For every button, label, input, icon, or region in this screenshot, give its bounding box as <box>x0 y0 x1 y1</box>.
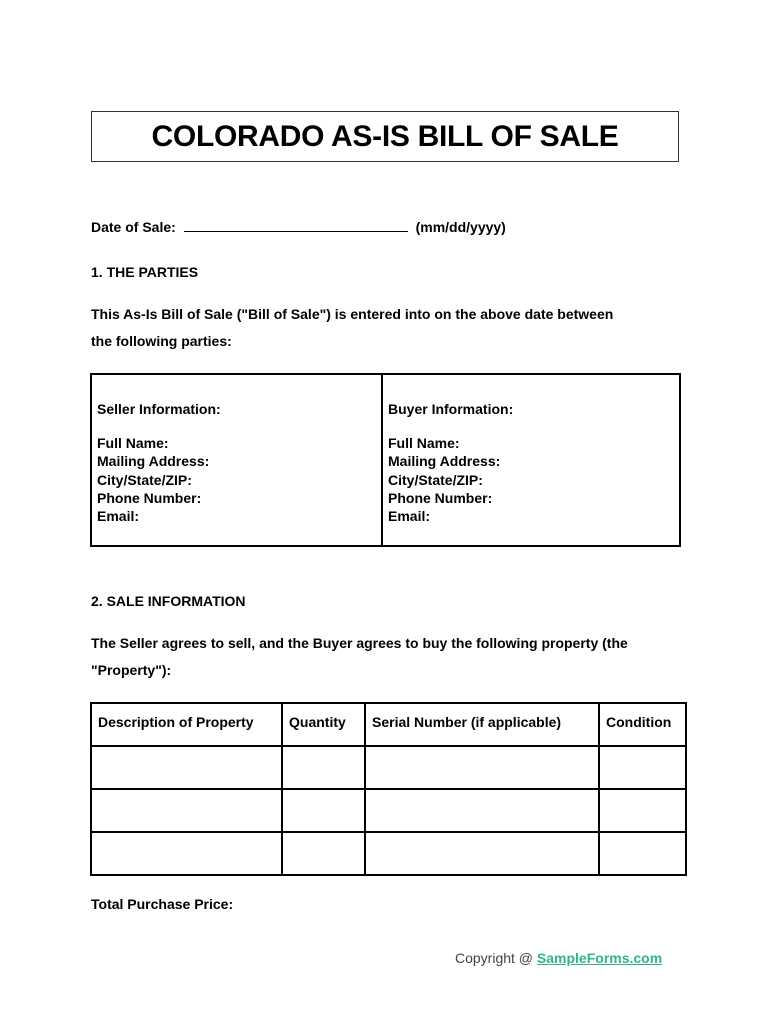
seller-info-heading: Seller Information: <box>97 401 221 417</box>
table-row <box>91 789 686 832</box>
seller-city-state-zip-label: City/State/ZIP: <box>97 471 192 488</box>
seller-email-label: Email: <box>97 508 140 525</box>
description-cell[interactable] <box>91 789 282 832</box>
brand-link[interactable]: SampleForms.com <box>536 950 663 966</box>
sale-intro-line-2: "Property"): <box>91 662 172 678</box>
section-heading-sale-information: 2. SALE INFORMATION <box>91 593 246 609</box>
seller-phone-label: Phone Number: <box>97 489 202 506</box>
description-cell[interactable] <box>91 832 282 875</box>
buyer-fields <box>388 434 500 525</box>
condition-cell[interactable] <box>599 789 686 832</box>
header-serial-number: Serial Number (if applicable) <box>365 703 599 746</box>
table-row <box>91 832 686 875</box>
title-box <box>91 111 679 162</box>
header-condition: Condition <box>599 703 686 746</box>
buyer-city-state-zip-label: City/State/ZIP: <box>388 471 483 488</box>
buyer-mailing-address-label: Mailing Address: <box>388 453 501 470</box>
property-table <box>90 702 687 876</box>
quantity-cell[interactable] <box>282 832 365 875</box>
copyright-prefix: Copyright @ <box>455 950 534 966</box>
parties-intro-line-1: This As-Is Bill of Sale ("Bill of Sale") is entered into on the above date between <box>91 306 614 322</box>
property-table-header-row <box>91 703 686 746</box>
seller-fields <box>97 434 209 525</box>
buyer-full-name-label: Full Name: <box>388 435 460 451</box>
page-title: COLORADO AS-IS BILL OF SALE <box>151 119 619 153</box>
table-row <box>91 746 686 789</box>
condition-cell[interactable] <box>599 832 686 875</box>
date-of-sale-blank[interactable] <box>184 219 408 232</box>
quantity-cell[interactable] <box>282 746 365 789</box>
date-of-sale-label: Date of Sale: <box>91 219 176 235</box>
serial-number-cell[interactable] <box>365 746 599 789</box>
seller-full-name-label: Full Name: <box>97 435 169 451</box>
parties-divider <box>381 375 383 545</box>
total-purchase-price-label: Total Purchase Price: <box>91 896 234 912</box>
parties-intro-line-2: the following parties: <box>91 333 232 349</box>
header-description: Description of Property <box>91 703 282 746</box>
date-format-hint: (mm/dd/yyyy) <box>415 219 506 235</box>
condition-cell[interactable] <box>599 746 686 789</box>
description-cell[interactable] <box>91 746 282 789</box>
serial-number-cell[interactable] <box>365 789 599 832</box>
buyer-info-heading: Buyer Information: <box>388 401 514 417</box>
date-of-sale-line <box>91 219 506 235</box>
serial-number-cell[interactable] <box>365 832 599 875</box>
copyright-notice <box>455 950 662 966</box>
parties-table <box>90 373 681 547</box>
sale-intro-line-1: The Seller agrees to sell, and the Buyer agrees to buy the following property (the <box>91 635 628 651</box>
header-quantity: Quantity <box>282 703 365 746</box>
quantity-cell[interactable] <box>282 789 365 832</box>
buyer-phone-label: Phone Number: <box>388 489 493 506</box>
seller-mailing-address-label: Mailing Address: <box>97 453 210 470</box>
section-heading-parties: 1. THE PARTIES <box>91 264 199 280</box>
buyer-email-label: Email: <box>388 508 431 525</box>
